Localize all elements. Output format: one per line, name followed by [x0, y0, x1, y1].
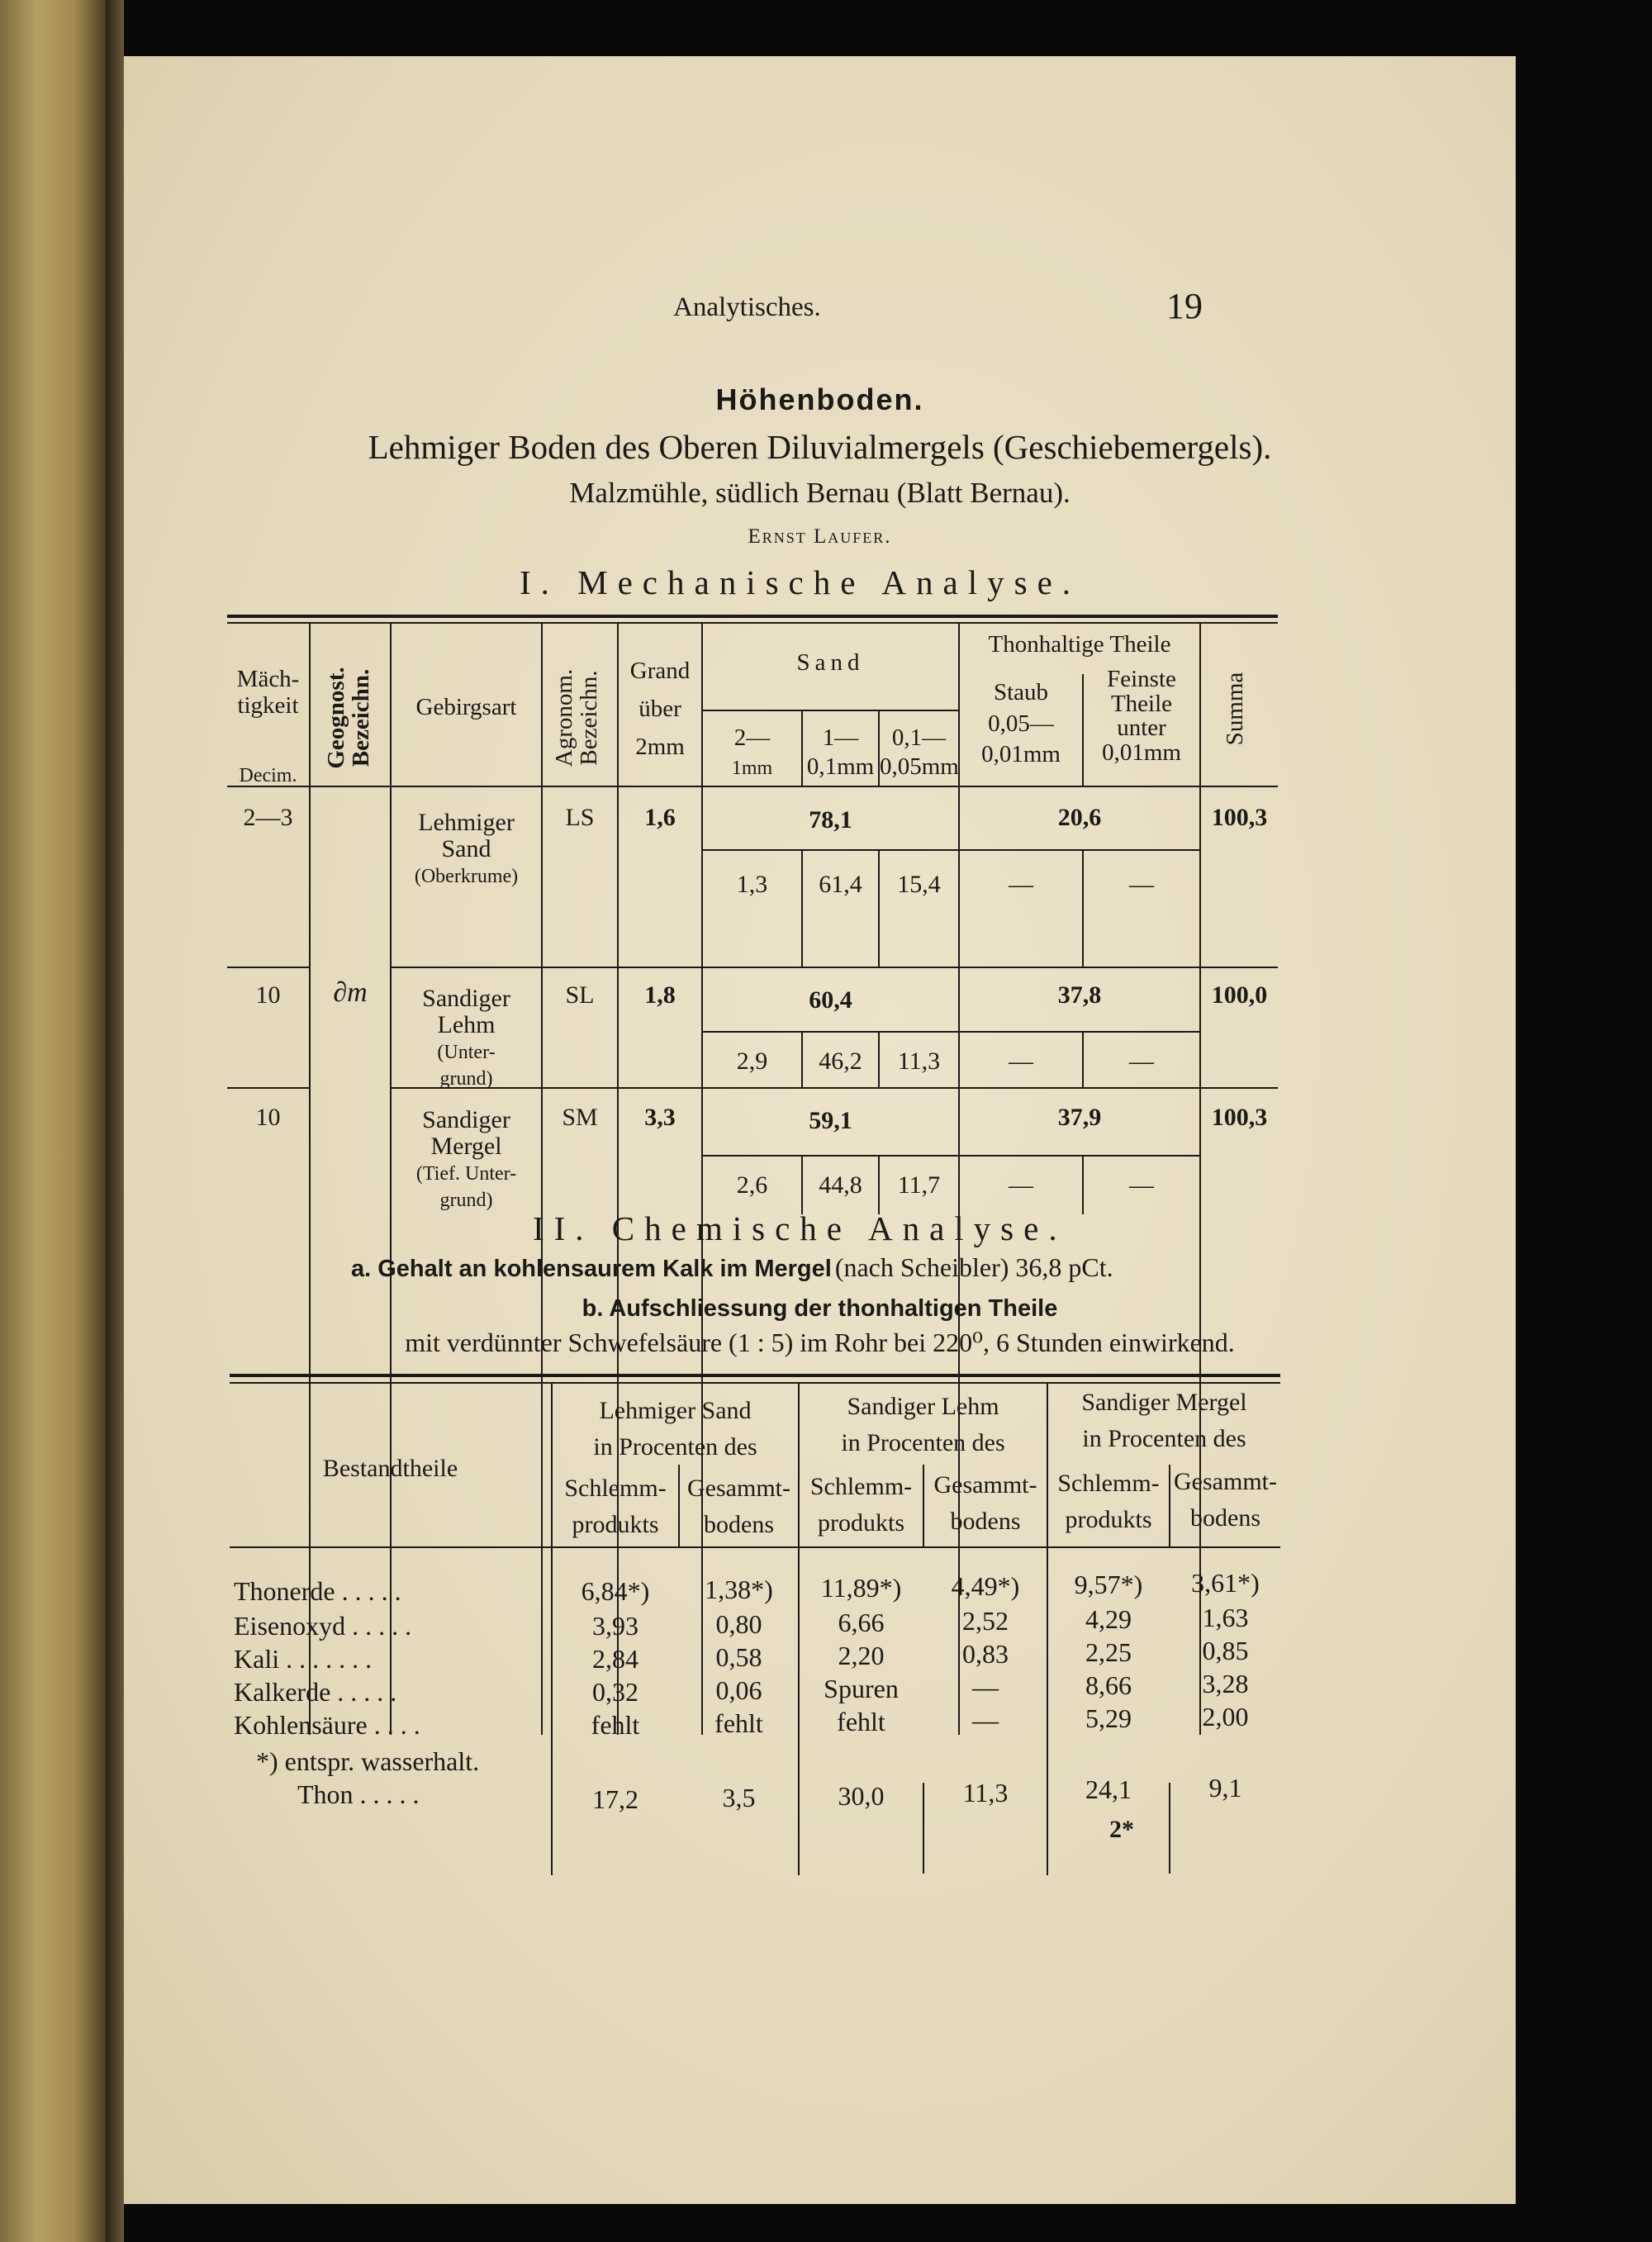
cell-value: fehlt: [591, 1710, 640, 1740]
table-rule: [392, 967, 1278, 968]
table-col-rule: [541, 624, 543, 1735]
header-staub: Staub 0,05— 0,01mm: [981, 679, 1061, 768]
cell-summa: 100,0: [1211, 981, 1268, 1009]
header-gesammtbodens: Gesammt- bodens: [687, 1475, 790, 1538]
table-col-rule: [878, 851, 880, 967]
cell-thon-total: 20,6: [1057, 804, 1102, 831]
location: Malzmühle, südlich Bernau (Blatt Bernau).: [569, 477, 1070, 509]
cell-value: 3,61*): [1191, 1568, 1260, 1598]
table-rule: [230, 1382, 1280, 1384]
chem-b-line: mit verdünnter Schwefelsäure (1 : 5) im Rohr bei 220⁰, 6 Stunden einwirkend.: [405, 1328, 1235, 1357]
cell-value: —: [972, 1705, 999, 1735]
cell-grand: 1,6: [644, 804, 676, 831]
cell-gebirgsart: Lehmiger Sand (Oberkrume): [414, 809, 519, 887]
row-name: Thon . . . . .: [297, 1779, 420, 1809]
cell-thon-total: 37,8: [1057, 981, 1102, 1009]
cell-sand-a: 1,3: [736, 871, 768, 898]
cell-value: 9,57*): [1074, 1570, 1143, 1599]
header-sand-01-005mm: 0,1— 0,05mm: [880, 724, 959, 780]
cell-summa: 100,3: [1211, 804, 1268, 831]
section-mechanische-analyse: I. Mechanische Analyse.: [520, 563, 1081, 601]
cell-value: 2,84: [592, 1644, 638, 1674]
header-gesammtbodens: Gesammt- bodens: [1174, 1468, 1277, 1532]
cell-value: 0,80: [715, 1609, 762, 1639]
cell-sand-c: 11,3: [897, 1047, 941, 1075]
cell-sand-b: 61,4: [819, 871, 862, 898]
header-sand: Sand: [796, 649, 865, 676]
cell-value: 0,32: [592, 1677, 638, 1707]
chem-b-heading: b. Aufschliessung der thonhaltigen Theile: [582, 1295, 1058, 1322]
header-thonhaltige-theile: Thonhaltige Theile: [988, 631, 1171, 658]
subtitle: Lehmiger Boden des Oberen Diluvialmergels (Geschiebemergels).: [368, 428, 1272, 466]
cell-gebirgsart: Sandiger Lehm (Unter- grund): [422, 985, 510, 1090]
cell-grand: 3,3: [644, 1104, 676, 1131]
cell-value: 11,89*): [820, 1573, 902, 1603]
header-schlemmprodukts: Schlemm- produkts: [564, 1475, 667, 1538]
table-rule: [227, 786, 1278, 787]
header-sand-1-01mm: 1— 0,1mm: [806, 724, 875, 780]
header-group-sandiger-mergel: Sandiger Mergel in Procenten des: [1081, 1389, 1247, 1452]
cell-value: 3,93: [592, 1611, 638, 1641]
cell-value: 30,0: [838, 1781, 885, 1811]
header-sand-2-1mm: 2— 1mm: [731, 724, 773, 779]
cell-sand-total: 60,4: [809, 986, 852, 1014]
cell-staub: —: [1009, 1047, 1033, 1075]
table-rule: [230, 1546, 1280, 1548]
cell-value: 4,29: [1085, 1604, 1132, 1634]
cell-sand-b: 44,8: [819, 1171, 862, 1199]
cell-feinste: —: [1129, 871, 1154, 898]
table-rule: [227, 967, 309, 968]
header-schlemmprodukts: Schlemm- produkts: [809, 1473, 913, 1537]
cell-sand-total: 59,1: [809, 1107, 852, 1134]
chem-a-line: a. Gehalt an kohlensaurem Kalk im Mergel (nach Scheibler) 36,8 pCt.: [351, 1252, 1113, 1282]
cell-value: 17,2: [592, 1784, 638, 1814]
cell-grand: 1,8: [644, 981, 676, 1009]
cell-value: 2,25: [1085, 1637, 1132, 1667]
header-summa: Summa: [1222, 672, 1248, 746]
cell-value: 1,38*): [705, 1575, 773, 1604]
table-rule: [227, 1087, 309, 1089]
table-col-rule: [309, 624, 311, 1735]
running-head: Analytisches.: [673, 292, 821, 322]
row-name: Kohlensäure . . . .: [234, 1710, 420, 1740]
header-decim: Decim.: [239, 765, 297, 786]
header-gesammtbodens: Gesammt- bodens: [933, 1471, 1037, 1535]
header-bestandtheile: Bestandtheile: [322, 1455, 458, 1482]
row-name: Kalkerde . . . . .: [234, 1677, 397, 1707]
table-rule: [703, 1031, 1199, 1033]
cell-depth: 2—3: [243, 804, 293, 831]
header-gebirgsart: Gebirgsart: [415, 694, 517, 720]
cell-agronom: SM: [562, 1104, 598, 1131]
cell-staub: —: [1009, 871, 1033, 898]
page-title: Höhenboden.: [715, 382, 924, 416]
footnote-line: *) entspr. wasserhalt.: [256, 1746, 480, 1776]
cell-gebirgsart: Sandiger Mergel (Tief. Unter- grund): [415, 1106, 517, 1211]
header-feinste-theile: Feinste Theile unter 0,01mm: [1102, 666, 1181, 766]
section-chemische-analyse: II. Chemische Analyse.: [533, 1209, 1067, 1247]
cell-value: fehlt: [837, 1707, 885, 1736]
cell-value: 5,29: [1085, 1703, 1132, 1733]
geognost-symbol: ∂m: [333, 977, 368, 1008]
table-rule: [227, 622, 1278, 624]
cell-value: 0,06: [715, 1675, 762, 1705]
cell-feinste: —: [1129, 1171, 1154, 1199]
signature-mark: 2*: [1109, 1816, 1134, 1843]
cell-value: Spuren: [824, 1674, 899, 1703]
row-name: Kali . . . . . . .: [234, 1644, 373, 1674]
cell-agronom: SL: [565, 981, 595, 1009]
cell-agronom: LS: [565, 804, 595, 831]
page-number: 19: [1166, 286, 1203, 326]
book-page: [124, 56, 1516, 2204]
cell-value: fehlt: [714, 1708, 763, 1738]
cell-summa: 100,3: [1211, 1104, 1268, 1131]
table-rule: [230, 1374, 1280, 1377]
cell-staub: —: [1009, 1171, 1033, 1199]
header-grand: Grand über 2mm: [629, 658, 691, 760]
header-agronom: Agronom. Bezeichn.: [551, 668, 603, 767]
row-name: Eisenoxyd . . . . .: [234, 1611, 412, 1641]
cell-depth: 10: [255, 1104, 281, 1131]
cell-depth: 10: [255, 981, 281, 1009]
cell-value: 0,83: [962, 1639, 1009, 1669]
table-rule: [702, 710, 958, 711]
cell-value: 24,1: [1085, 1774, 1132, 1804]
table-rule: [703, 1155, 1199, 1157]
cell-sand-a: 2,6: [736, 1171, 768, 1199]
author: Ernst Laufer.: [748, 525, 892, 548]
cell-value: 2,00: [1202, 1702, 1249, 1731]
book-gutter: [106, 0, 124, 2242]
table-rule: [703, 849, 1199, 851]
header-maechtigkeit: Mäch- tigkeit: [236, 666, 300, 720]
cell-value: 8,66: [1085, 1670, 1132, 1700]
cell-value: 11,3: [962, 1778, 1009, 1807]
cell-value: 3,5: [722, 1783, 756, 1812]
cell-value: 9,1: [1208, 1773, 1242, 1803]
cell-sand-a: 2,9: [736, 1047, 768, 1075]
cell-sand-c: 11,7: [897, 1171, 941, 1199]
cell-value: 2,20: [838, 1641, 885, 1670]
table-col-rule: [1082, 851, 1084, 967]
cell-value: 1,63: [1202, 1603, 1249, 1632]
cell-sand-c: 15,4: [897, 871, 941, 898]
table-rule: [227, 615, 1278, 618]
cell-value: 2,52: [962, 1606, 1009, 1636]
cell-sand-total: 78,1: [809, 806, 852, 834]
cell-value: 4,49*): [951, 1571, 1020, 1601]
cell-value: 3,28: [1202, 1669, 1249, 1698]
cell-feinste: —: [1129, 1047, 1154, 1075]
cell-sand-b: 46,2: [819, 1047, 862, 1075]
cell-value: 6,66: [838, 1608, 885, 1637]
cell-thon-total: 37,9: [1057, 1104, 1102, 1131]
cell-value: —: [972, 1672, 999, 1702]
header-group-lehmiger-sand: Lehmiger Sand in Procenten des: [593, 1397, 757, 1461]
header-schlemmprodukts: Schlemm- produkts: [1057, 1470, 1160, 1533]
left-page-edge: [0, 0, 106, 2242]
cell-value: 0,58: [715, 1642, 762, 1672]
row-name: Thonerde . . . . .: [234, 1576, 401, 1606]
table-col-rule: [801, 851, 803, 967]
header-group-sandiger-lehm: Sandiger Lehm in Procenten des: [841, 1393, 1005, 1456]
header-geognost: Geognost. Bezeichn.: [323, 667, 375, 769]
cell-value: 6,84*): [581, 1576, 650, 1606]
cell-value: 0,85: [1202, 1636, 1249, 1665]
table-col-rule: [617, 624, 619, 1735]
